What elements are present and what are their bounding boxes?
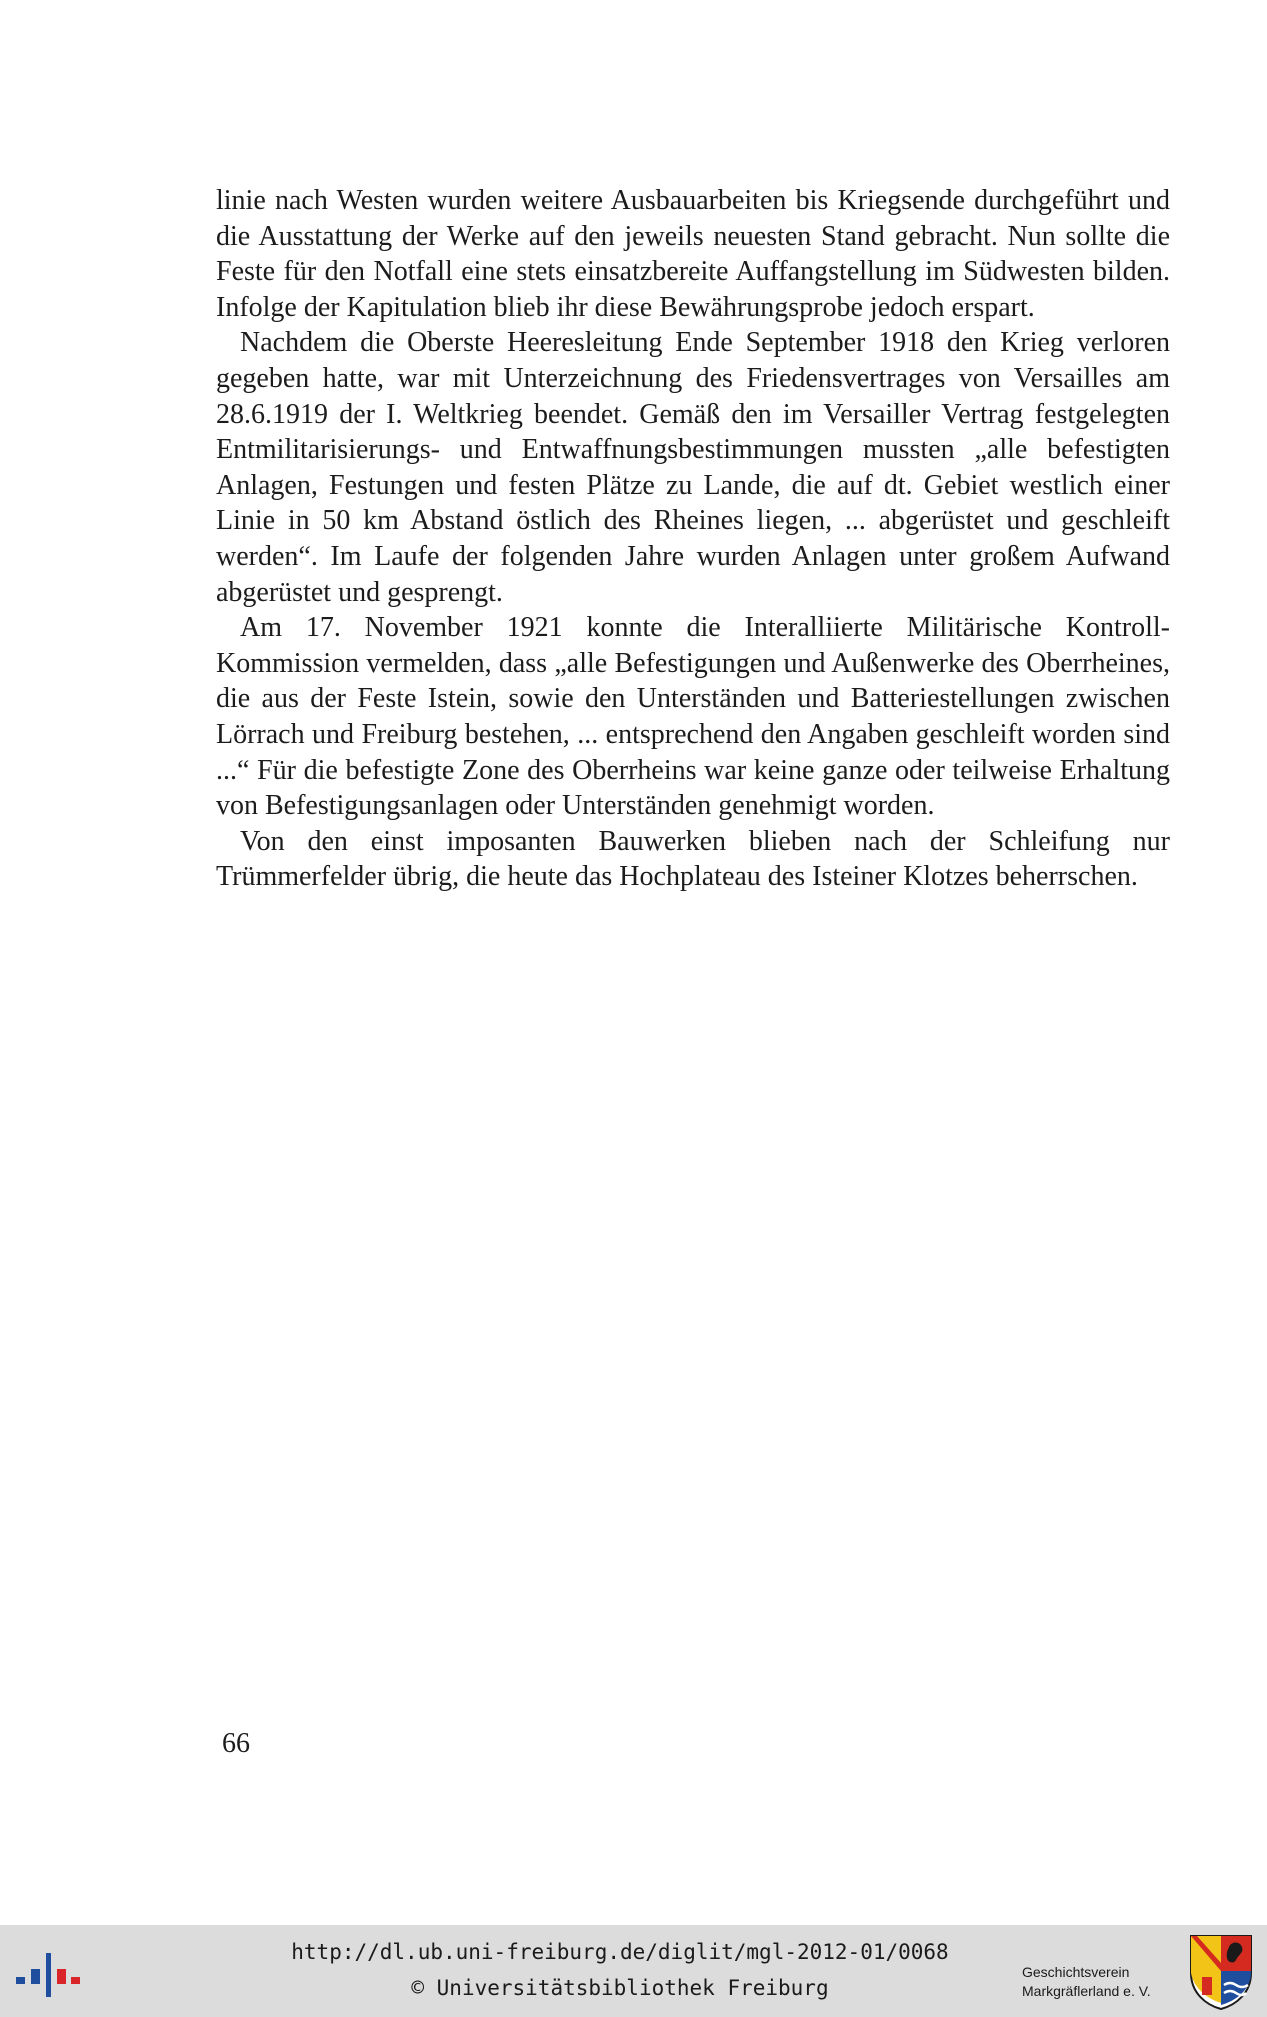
coat-of-arms-icon	[1188, 1933, 1254, 2011]
ub-freiburg-logo-icon[interactable]	[16, 1949, 80, 1999]
paragraph-3: Am 17. November 1921 konnte die Interalliierte Militärische Kontroll-Kommission vermelden, dass „alle Befestigungen und Außenwerke des Oberrheines, die aus der Feste Istein, sowie den Unterständen und Batteriestellungen zwischen Lörrach und Freiburg bestehen, ... entsprechend den Angaben geschleift worden sind ...“ Für die befestigte Zone des Oberrheins war keine ganze oder teilweise Erhaltung von Befestigungsanlagen oder Unterständen genehmigt worden.	[216, 612, 1170, 822]
society-name-line-2: Markgräflerland e. V.	[1022, 1983, 1151, 1999]
page-body-text	[216, 183, 1170, 895]
copyright-text: © Universitätsbibliothek Freiburg	[411, 1976, 829, 2000]
paragraph-1: linie nach Westen wurden weitere Ausbauarbeiten bis Kriegsende durchgeführt und die Ausstattung der Werke auf den jeweils neuesten Stand gebracht. Nun sollte die Feste für den Notfall eine stets einsatzbereite Auffangstellung im Südwesten bilden. Infolge der Kapitulation blieb ihr diese Bewährungsprobe jedoch erspart.	[216, 185, 1170, 323]
society-name-line-1: Geschichtsverein	[1022, 1964, 1130, 1980]
paragraph-4: Von den einst imposanten Bauwerken blieben nach der Schleifung nur Trümmerfelder übrig, die heute das Hochplateau des Isteiner Klotzes beherrschen.	[216, 825, 1170, 893]
paragraph-2: Nachdem die Oberste Heeresleitung Ende September 1918 den Krieg verloren gegeben hatte, war mit Unterzeichnung des Friedensvertrages von Versailles am 28.6.1919 der I. Weltkrieg beendet. Gemäß den im Versailler Vertrag festgelegten Entmilitarisierungs- und Entwaffnungsbestimmungen mussten „alle befestigten Anlagen, Festungen und festen Plätze zu Lande, die auf dt. Gebiet westlich einer Linie in 50 km Abstand östlich des Rheines liegen, ... abgerüstet und geschleift werden“. Im Laufe der folgenden Jahre wurden Anlagen unter großem Aufwand abgerüstet und gesprengt.	[216, 327, 1170, 608]
page-number: 66	[222, 1728, 250, 1759]
document-url-link[interactable]: http://dl.ub.uni-freiburg.de/diglit/mgl-2012-01/0068	[291, 1940, 949, 1964]
society-name	[1022, 1963, 1182, 2001]
footer-bar	[0, 1925, 1267, 2017]
